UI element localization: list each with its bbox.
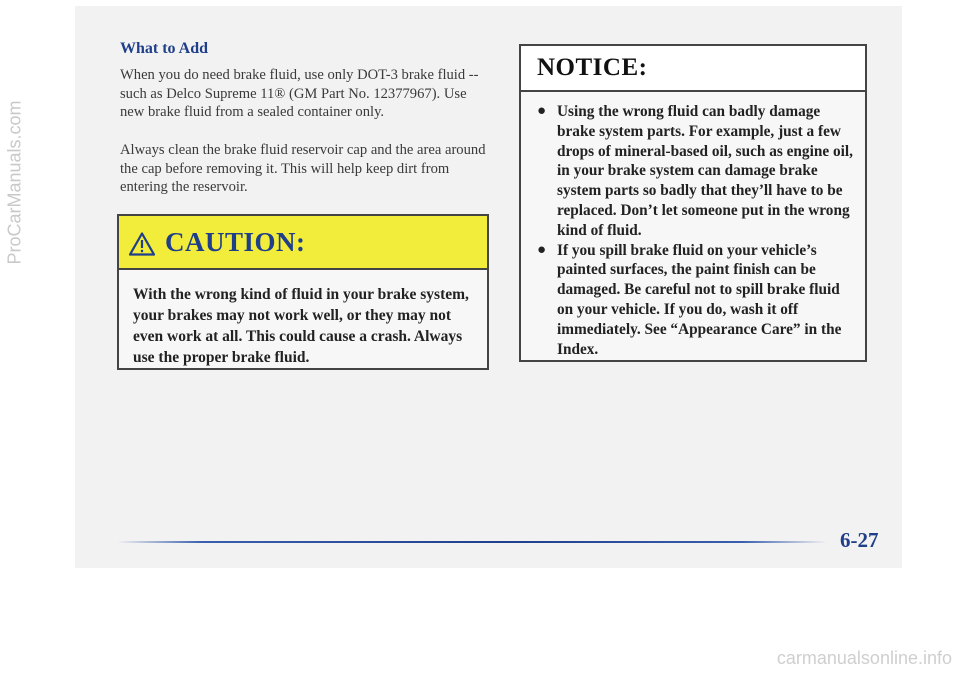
notice-item-text: If you spill brake fluid on your vehicle’s painted surfaces, the paint finish can be damaged. Be careful not to spill brake fluid on your vehicle. If you do, wash it off immediately. See “Appearance Care” in the Index. [557,241,842,358]
notice-item [535,102,853,241]
notice-title: NOTICE: [537,54,648,81]
paragraph-clean-cap: Always clean the brake fluid reservoir cap and the area around the cap before removing it. This will help keep dirt from entering the reservoir. [120,142,486,195]
footer-rule [117,541,827,543]
notice-item [535,241,853,360]
paragraph-what-to-add: When you do need brake fluid, use only DOT-3 brake fluid -- such as Delco Supreme 11® (GM Part No. 12377967). Use new brake fluid from a sealed container only. [120,67,479,120]
bullet-icon: ● [537,241,547,258]
bullet-icon: ● [537,103,547,119]
footer-watermark: carmanualsonline.info [776,648,952,668]
page-number: 6-27 [840,528,879,552]
side-watermark-text: ProCarManuals.com [4,100,25,265]
warning-triangle-icon [129,232,155,256]
caution-title: CAUTION: [165,226,306,257]
caution-header [119,216,487,270]
notice-item-text: Using the wrong fluid can badly damage brake system parts. For example, just a few drops of mineral-based oil, such as engine oil, in your brake system can damage brake system parts so badly that they’ll have to be replaced. Don’t let someone put in the wrong kind of fluid. [557,103,853,239]
notice-box [519,44,867,362]
side-watermark [0,0,30,675]
caution-box [117,214,489,370]
section-heading: What to Add [120,40,209,57]
caution-body: With the wrong kind of fluid in your brake system, your brakes may not work well, or they may not even work at all. This could cause a crash. Always use the proper brake fluid. [133,286,469,366]
notice-header [521,46,865,92]
notice-list [521,92,865,359]
